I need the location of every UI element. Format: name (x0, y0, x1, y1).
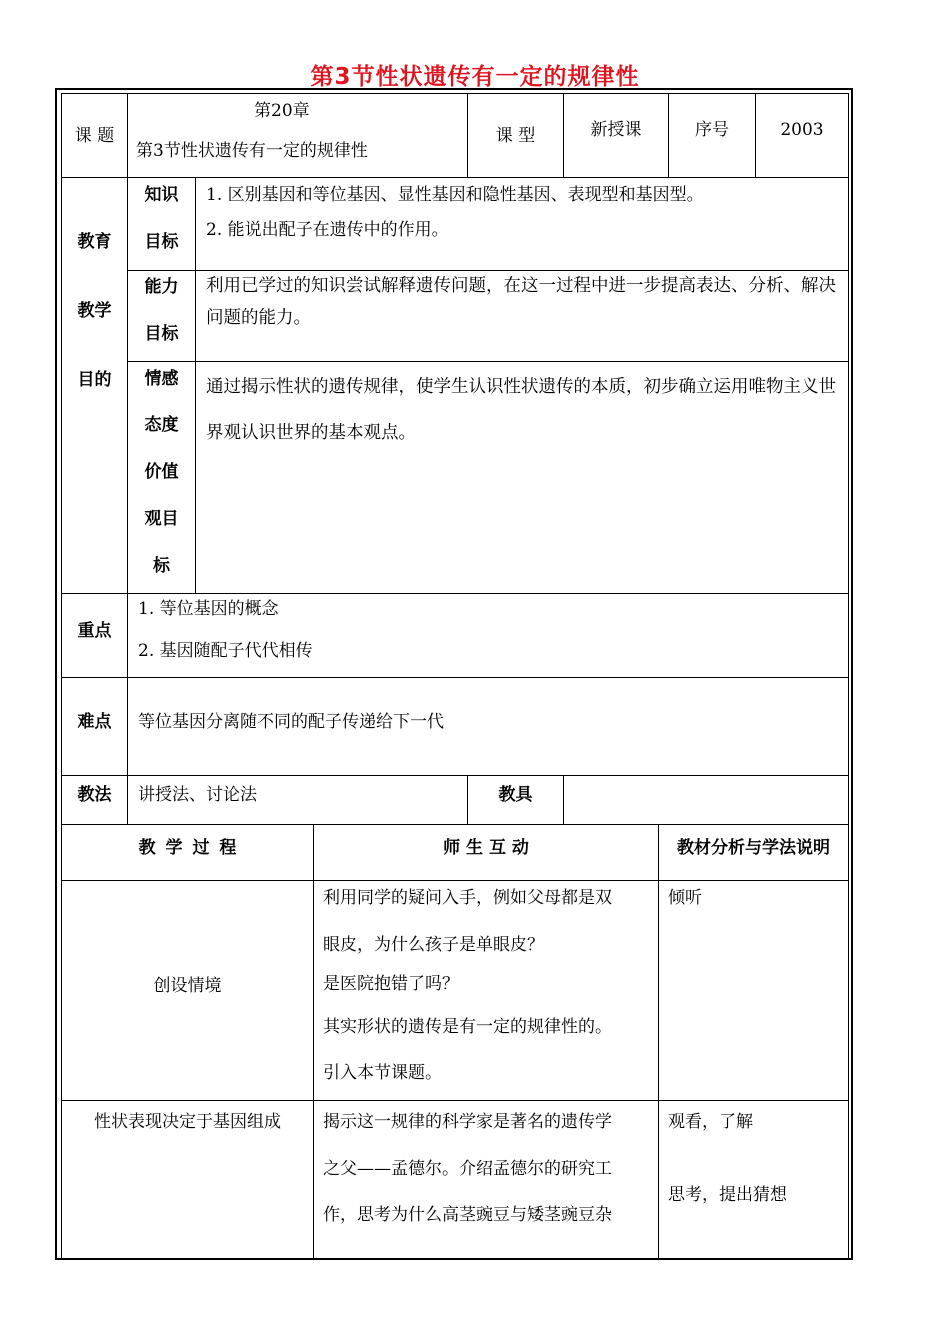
key-points-label: 重点 (77, 621, 112, 641)
emotion-text: 通过揭示性状的遗传规律，使学生认识性状遗传的本质，初步确立运用唯物主义世界观认识世界的基本观点。 (206, 377, 836, 443)
ability-label-2: 目标 (144, 324, 179, 344)
type-label: 课 型 (495, 126, 536, 146)
objectives-label-3: 目的 (77, 370, 112, 390)
chapter-text: 第20章 (254, 101, 310, 121)
topic-label: 课 题 (74, 126, 115, 146)
process-row-1-line-5: 引入本节课题。 (323, 1063, 442, 1083)
process-row-2-line-2: 之父——孟德尔。介绍孟德尔的研究工 (323, 1159, 612, 1179)
knowledge-label-1: 知识 (144, 185, 179, 205)
difficulty-label: 难点 (77, 712, 112, 732)
process-row-2-line-1: 揭示这一规律的科学家是著名的遗传学 (323, 1112, 612, 1132)
methods-label: 教法 (77, 785, 112, 805)
seq-value: 2003 (780, 120, 824, 140)
section-text: 第3节性状遗传有一定的规律性 (136, 141, 368, 161)
process-row-1-line-1: 利用同学的疑问入手，例如父母都是双 (323, 888, 612, 908)
emotion-label-5: 标 (153, 556, 170, 576)
tools-label: 教具 (498, 785, 533, 805)
process-row-1-line-4: 其实形状的遗传是有一定的规律性的。 (323, 1017, 612, 1037)
knowledge-item-1: 1. 区别基因和等位基因、显性基因和隐性基因、表现型和基因型。 (206, 185, 704, 205)
process-row-2-line-3: 作，思考为什么高茎豌豆与矮茎豌豆杂 (323, 1205, 612, 1225)
process-row-2-note-1: 观看，了解 (668, 1112, 753, 1132)
seq-label: 序号 (695, 120, 729, 140)
difficulty-text: 等位基因分离随不同的配子传递给下一代 (138, 712, 444, 732)
emotion-label-2: 态度 (144, 415, 179, 435)
process-row-2-note-2: 思考，提出猜想 (668, 1185, 787, 1205)
lesson-plan-table (55, 88, 853, 1260)
methods-value: 讲授法、讨论法 (138, 785, 257, 805)
ability-label-1: 能力 (144, 277, 179, 297)
process-header-notes: 教材分析与学法说明 (677, 838, 830, 858)
objectives-label-1: 教育 (77, 232, 112, 252)
key-point-1: 1. 等位基因的概念 (138, 599, 279, 619)
knowledge-item-2: 2. 能说出配子在遗传中的作用。 (206, 220, 449, 240)
process-header-stage: 教 学 过 程 (138, 838, 237, 858)
process-row-1-line-3: 是医院抱错了吗？ (323, 974, 459, 994)
process-row-1-line-2: 眼皮，为什么孩子是单眼皮？ (323, 935, 544, 955)
type-value: 新授课 (590, 120, 642, 140)
page-title: 第3节性状遗传有一定的规律性 (310, 64, 640, 90)
objectives-label-2: 教学 (77, 301, 112, 321)
emotion-label-4: 观目 (144, 509, 179, 529)
knowledge-label-2: 目标 (144, 232, 179, 252)
ability-text: 利用已学过的知识尝试解释遗传问题，在这一过程中进一步提高表达、分析、解决问题的能力。 (206, 276, 836, 328)
key-point-2: 2. 基因随配子代代相传 (138, 641, 313, 661)
process-header-interaction: 师 生 互 动 (443, 838, 529, 858)
process-row-1-stage: 创设情境 (153, 976, 222, 996)
emotion-label-3: 价值 (144, 462, 179, 482)
emotion-label-1: 情感 (144, 369, 179, 389)
process-row-2-stage: 性状表现决定于基因组成 (94, 1112, 281, 1132)
process-row-1-note-1: 倾听 (668, 888, 702, 908)
